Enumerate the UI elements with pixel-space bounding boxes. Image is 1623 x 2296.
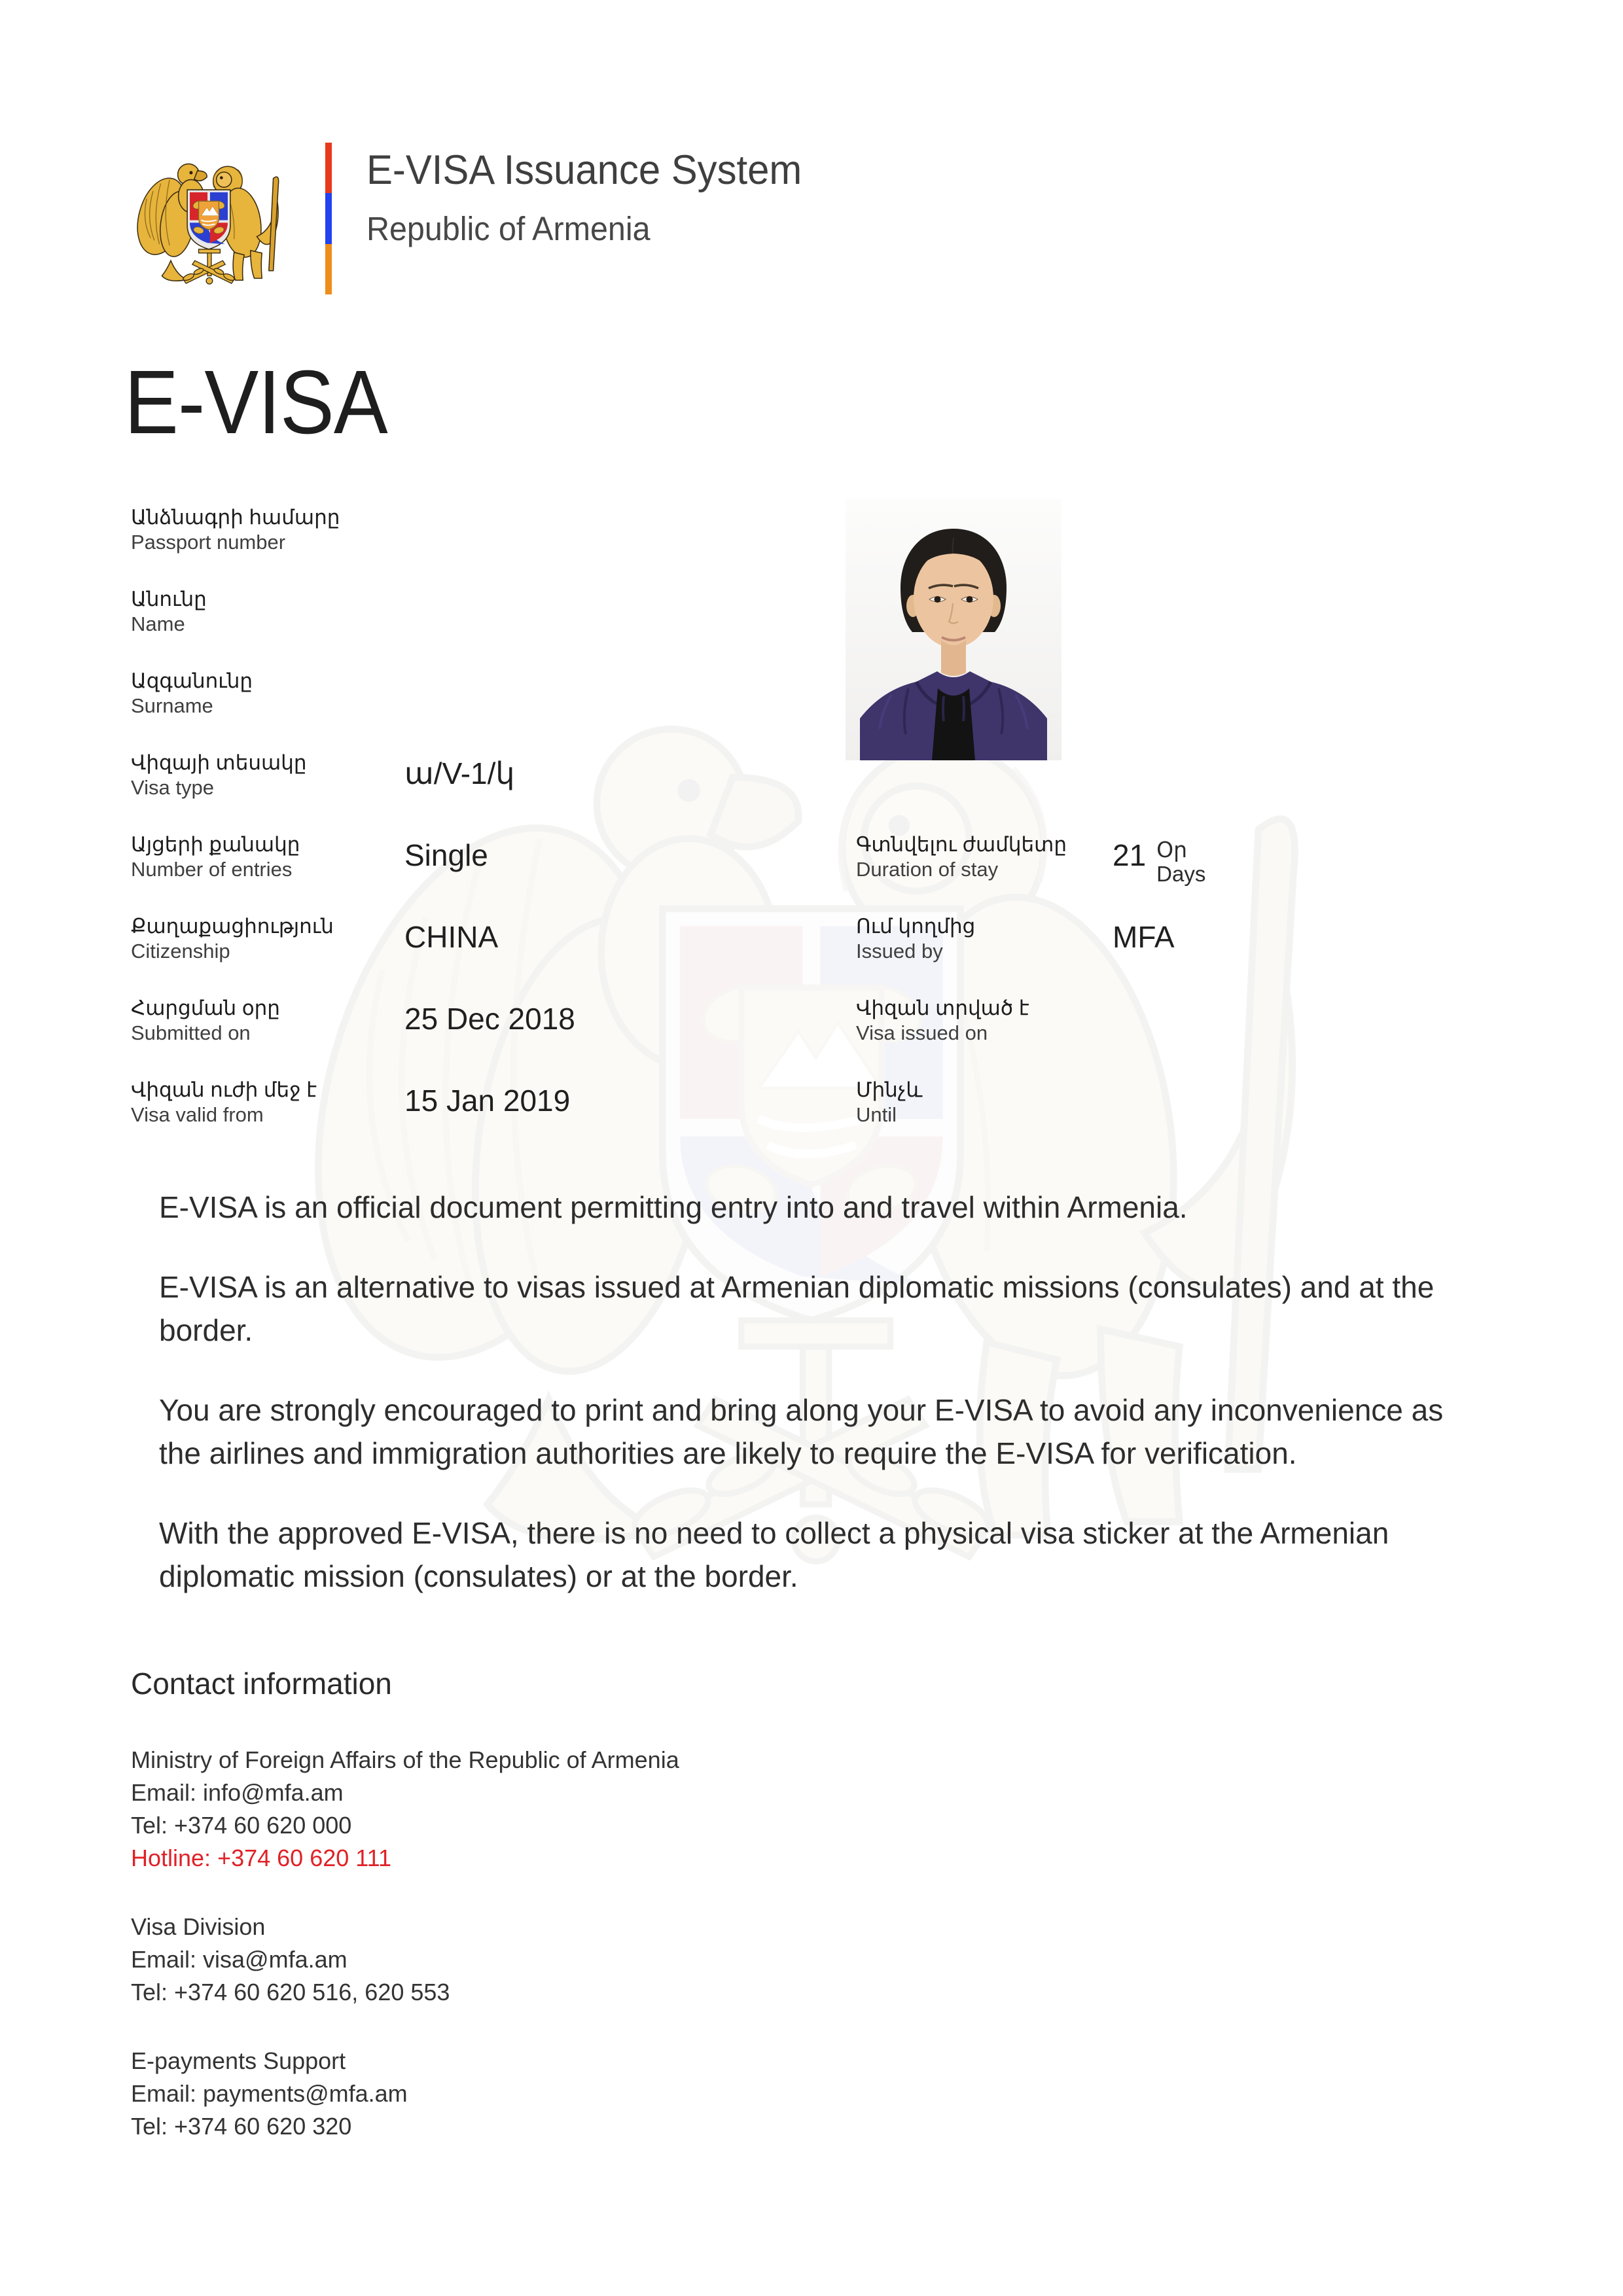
contact-block-mfa (131, 1744, 679, 1875)
flag-blue-segment (325, 193, 332, 243)
field-label-hy: Անունը (131, 588, 207, 610)
applicant-photo (846, 499, 1061, 760)
field-label-hy: Ում կողմից (856, 915, 976, 938)
field-label-en: Visa type (131, 776, 214, 799)
flag-orange-segment (325, 244, 332, 294)
field-label-hy: Քաղաքացիություն (131, 915, 334, 938)
field-value: 15 Jan 2019 (404, 1084, 571, 1118)
contact-tel: Tel: +374 60 620 000 (131, 1812, 352, 1839)
contact-tel: Tel: +374 60 620 516, 620 553 (131, 1979, 450, 2005)
field-label-hy: Վիզան ուժի մեջ է (131, 1078, 317, 1101)
contact-heading: Contact information (131, 1667, 392, 1701)
flag-red-segment (325, 143, 332, 193)
field-label-hy: Այցերի քանակը (131, 833, 300, 856)
field-label-en: Number of entries (131, 858, 293, 881)
field-number-of-entries (131, 832, 785, 914)
field-label-en: Surname (131, 694, 213, 717)
contact-block-visa-division (131, 1911, 679, 2009)
field-submitted-on (131, 996, 785, 1078)
field-label-hy: Վիզայի տեսակը (131, 751, 307, 774)
paragraph-no-sticker: With the approved E-VISA, there is no need to collect a physical visa sticker at the Armenian diplomatic mission (consulates) or at the border. (159, 1516, 1389, 1593)
contact-email: Email: info@mfa.am (131, 1779, 344, 1806)
field-visa-valid-from (131, 1078, 785, 1159)
contact-line: Ministry of Foreign Affairs of the Republic of Armenia (131, 1746, 679, 1773)
field-label-hy: Գտնվելու ժամկետը (856, 833, 1067, 856)
paragraph-official-document: E-VISA is an official document permitting entry into and travel within Armenia. (159, 1190, 1188, 1224)
field-label-hy: Վիզան տրված է (856, 997, 1029, 1019)
field-citizenship (131, 914, 785, 996)
field-label-hy: Մինչև (856, 1078, 923, 1101)
info-paragraphs (159, 1186, 1474, 1634)
page-title: E-VISA (124, 352, 387, 453)
field-passport-number (131, 505, 785, 587)
field-label-en: Submitted on (131, 1021, 251, 1044)
field-until (856, 1078, 1510, 1159)
duration-number: 21 (1113, 838, 1147, 872)
contact-tel: Tel: +374 60 620 320 (131, 2113, 352, 2140)
field-label-hy: Ազգանունը (131, 669, 253, 692)
paragraph-print-advice: You are strongly encouraged to print and bring along your E-VISA to avoid any inconvenience as the airlines and immigration authorities are likely to require the E-VISA for verification. (159, 1393, 1444, 1470)
field-label-en: Name (131, 612, 185, 635)
field-visa-issued-on (856, 996, 1510, 1078)
duration-unit-hy: Օր (1156, 838, 1188, 862)
field-label-hy: Հարցման օրը (131, 997, 280, 1019)
paragraph-alternative: E-VISA is an alternative to visas issued at Armenian diplomatic missions (consulates) and at the border. (159, 1270, 1435, 1347)
field-label-en: Issued by (856, 940, 943, 963)
system-title: E-VISA Issuance System (366, 147, 802, 193)
field-surname (131, 669, 785, 751)
field-value: MFA (1113, 920, 1175, 954)
field-value: CHINA (404, 920, 499, 954)
field-label-en: Duration of stay (856, 858, 999, 881)
system-subtitle: Republic of Armenia (366, 210, 651, 247)
field-label-en: Visa valid from (131, 1103, 264, 1126)
contact-line: E-payments Support (131, 2047, 346, 2074)
field-value: 25 Dec 2018 (404, 1002, 575, 1036)
duration-unit-en: Days (1156, 862, 1206, 886)
field-value: ա/V-1/կ (404, 756, 515, 790)
contact-block-epayments (131, 2045, 679, 2143)
field-visa-type (131, 751, 785, 832)
field-label-hy: Անձնագրի համարը (131, 506, 340, 529)
field-name (131, 587, 785, 669)
field-value-duration (1113, 838, 1205, 886)
fields-left-column (131, 505, 785, 1159)
field-label-en: Citizenship (131, 940, 230, 963)
field-label-en: Until (856, 1103, 897, 1126)
contact-section (131, 1744, 679, 2179)
field-label-en: Visa issued on (856, 1021, 988, 1044)
field-value: Single (404, 838, 488, 872)
field-duration-of-stay (856, 832, 1510, 914)
field-issued-by (856, 914, 1510, 996)
contact-line: Visa Division (131, 1913, 266, 1940)
duration-unit (1156, 838, 1205, 886)
fields-right-column (856, 832, 1510, 1159)
armenia-coat-of-arms-icon (133, 141, 285, 298)
header (366, 145, 825, 249)
contact-email: Email: payments@mfa.am (131, 2080, 408, 2107)
contact-hotline: Hotline: +374 60 620 111 (131, 1845, 391, 1871)
armenian-flag-bar (325, 143, 332, 294)
contact-email: Email: visa@mfa.am (131, 1946, 348, 1973)
field-label-en: Passport number (131, 531, 286, 554)
